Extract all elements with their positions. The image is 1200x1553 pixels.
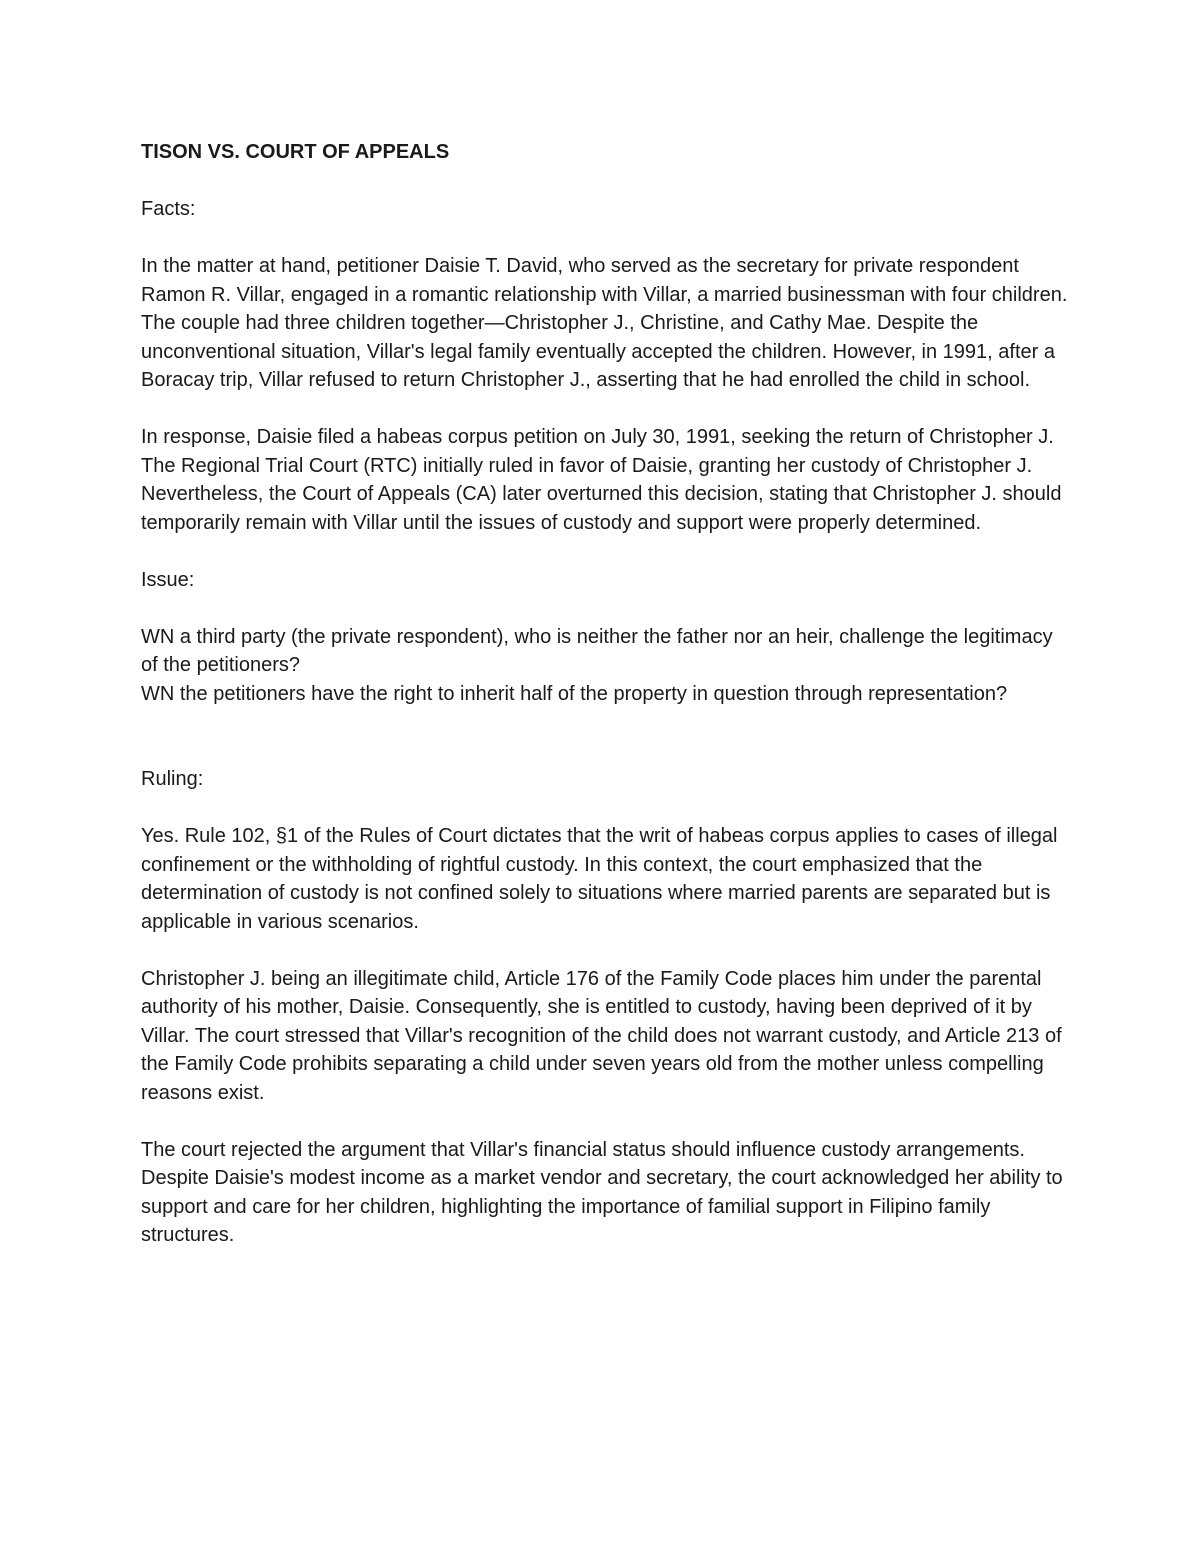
ruling-paragraph: Christopher J. being an illegitimate child, Article 176 of the Family Code places him under the parental authority of his mother, Daisie. Consequently, she is entitled to custody, having been deprived of it by Villar. The court stressed that Villar's recognition of the child does not warrant custody, and Article 213 of the Family Code prohibits separating a child under seven years old from the mother unless compelling reasons exist. <box>141 967 1062 1104</box>
issue-item: WN the petitioners have the right to inherit half of the property in question through representation? <box>141 682 1008 705</box>
document-title: TISON VS. COURT OF APPEALS <box>141 141 450 163</box>
issue-heading: Issue: <box>141 568 195 591</box>
document-page <box>141 138 1071 1278</box>
ruling-paragraph: Yes. Rule 102, §1 of the Rules of Court dictates that the writ of habeas corpus applies to cases of illegal confinement or the withholding of rightful custody. In this context, the court emphasized that the determination of custody is not confined solely to situations where married parents are separated but is applicable in various scenarios. <box>141 825 1058 933</box>
issue-item: WN a third party (the private respondent), who is neither the father nor an heir, challenge the legitimacy of the petitioners? <box>141 625 1053 676</box>
facts-heading: Facts: <box>141 198 196 220</box>
facts-paragraph: In response, Daisie filed a habeas corpus petition on July 30, 1991, seeking the return of Christopher J. The Regional Trial Court (RTC) initially ruled in favor of Daisie, granting her custody of Christopher J. Nevertheless, the Court of Appeals (CA) later overturned this decision, stating that Christopher J. should temporarily remain with Villar until the issues of custody and support were properly determined. <box>141 426 1062 534</box>
facts-paragraph: In the matter at hand, petitioner Daisie T. David, who served as the secretary for private respondent Ramon R. Villar, engaged in a romantic relationship with Villar, a married businessman with four children. The couple had three children together—Christopher J., Christine, and Cathy Mae. Despite the unconventional situation, Villar's legal family eventually accepted the children. However, in 1991, after a Boracay trip, Villar refused to return Christopher J., asserting that he had enrolled the child in school. <box>141 255 1068 391</box>
ruling-paragraph: The court rejected the argument that Villar's financial status should influence custody arrangements. Despite Daisie's modest income as a market vendor and secretary, the court acknowledged her ability to support and care for her children, highlighting the importance of familial support in Filipino family structures. <box>141 1138 1063 1246</box>
issue-list <box>141 623 1071 709</box>
ruling-heading: Ruling: <box>141 768 204 790</box>
